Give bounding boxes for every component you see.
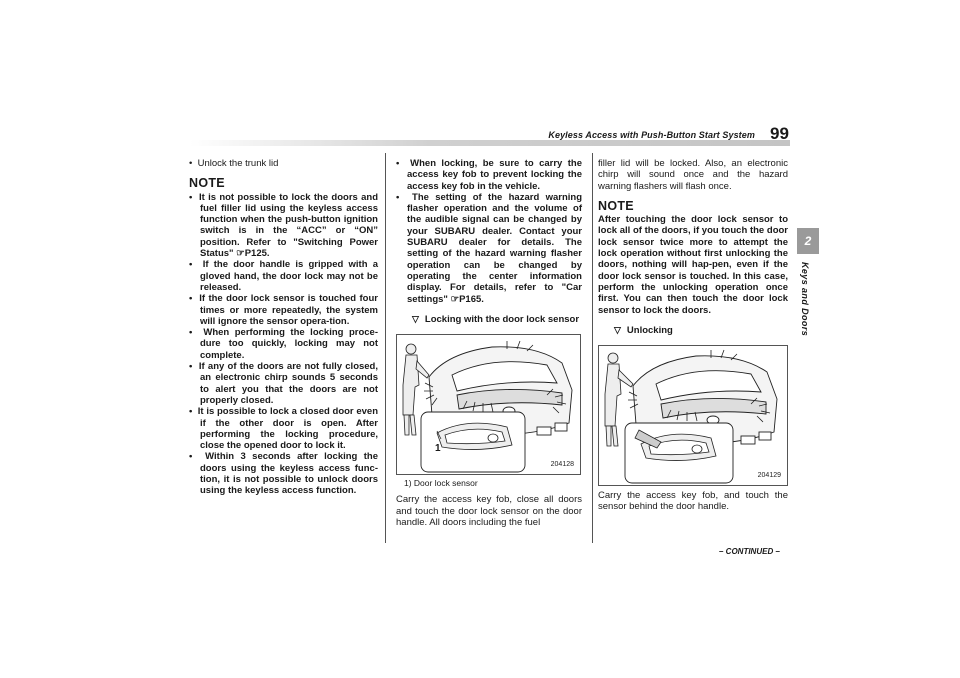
bullet-icon: • (189, 361, 193, 373)
car-rear-illustration (397, 335, 580, 474)
figure-code: 204128 (550, 460, 574, 468)
note-item: • The setting of the hazard warning flasher operation and the volume of the audible signal can be changed by your SUBARU dealer. Contact your SUBARU dealer for details. The setting of the hazard warning flasher operation can be changed by operating the center information display. For details, refer to "Car settings" ☞P165. (396, 191, 583, 305)
page-number: 99 (770, 124, 789, 143)
column-divider (385, 153, 386, 543)
bullet-icon: • (189, 327, 193, 339)
bullet-item: • Unlock the trunk lid (189, 158, 279, 169)
continued-label: – CONTINUED – (719, 547, 780, 556)
body-text: filler lid will be locked. Also, an electronic chirp will sound once and the hazard warning flashers will flash once. (598, 158, 788, 192)
bullet-icon: • (189, 451, 193, 463)
note-item: • Within 3 seconds after locking the doors using the keyless access func-tion, it is not possible to unlock doors using the keyless access function. (189, 451, 378, 497)
note-item: • If the door lock sensor is touched four times or more repeatedly, the system will ignore the sensor opera-tion. (189, 293, 378, 327)
figure-code: 204129 (757, 471, 781, 479)
figure-caption: 1) Door lock sensor (404, 478, 478, 489)
figure-locking (396, 334, 581, 475)
bullet-icon: • (189, 191, 193, 203)
column-1 (189, 158, 378, 497)
figure-unlocking (598, 345, 788, 486)
body-text: Carry the access key fob, and touch the sensor behind the door handle. (598, 490, 788, 513)
bullet-icon: • (396, 191, 400, 203)
bullet-icon: • (189, 158, 193, 169)
chapter-label: Keys and Doors (800, 262, 810, 337)
note-list (189, 192, 378, 497)
bullet-icon: • (396, 158, 400, 169)
running-title: Keyless Access with Push-Button Start System (548, 130, 755, 140)
header-rule (190, 140, 790, 146)
note-list (396, 158, 582, 305)
subheading-unlocking: ▽ Unlocking (614, 324, 673, 336)
triangle-icon: ▽ (412, 313, 419, 324)
column-2 (396, 158, 582, 528)
column-3 (598, 158, 788, 513)
note-item: • It is possible to lock a closed door even if the other door is open. After performing the locking procedure, close the opened door to lock it. (189, 406, 379, 452)
callout-number: 1 (435, 443, 441, 455)
body-text: Carry the access key fob, close all doors and touch the door lock sensor on the door handle. All doors including the fuel (396, 494, 582, 529)
note-body: After touching the door lock sensor to lock all of the doors, if you touch the door lock sensor twice more to attempt the lock operation without first unlocking the doors, nothing will hap-pen, even if the door lock sensor is touched. In this case, perform the unlocking operation once first. You can then touch the door lock sensor to lock the doors. (598, 214, 788, 316)
note-item: • It is not possible to lock the doors and fuel filler lid using the keyless access function when the push-button ignition switch is in the “ACC” or “ON” position. Refer to "Switching Power Status" ☞P125. (189, 191, 379, 260)
note-item: • If any of the doors are not fully closed, an electronic chirp sounds 5 seconds to alert you that the doors are not properly closed. (189, 361, 379, 406)
column-divider (592, 153, 593, 543)
bullet-icon: • (189, 293, 193, 305)
triangle-icon: ▽ (614, 324, 621, 335)
subheading-locking: ▽ Locking with the door lock sensor (412, 313, 580, 325)
note-heading: NOTE (598, 198, 634, 213)
note-item: • When performing the locking proce-dure too quickly, locking may not complete. (189, 327, 378, 361)
car-rear-illustration (599, 346, 787, 485)
bullet-icon: • (189, 259, 193, 271)
chapter-tab: 2 (797, 228, 819, 254)
bullet-icon: • (189, 406, 193, 418)
note-item: • If the door handle is gripped with a gloved hand, the door lock may not be released. (189, 259, 378, 293)
note-heading: NOTE (189, 176, 225, 191)
note-item: • When locking, be sure to carry the access key fob to prevent locking the access key fob in the vehicle. (396, 158, 582, 192)
